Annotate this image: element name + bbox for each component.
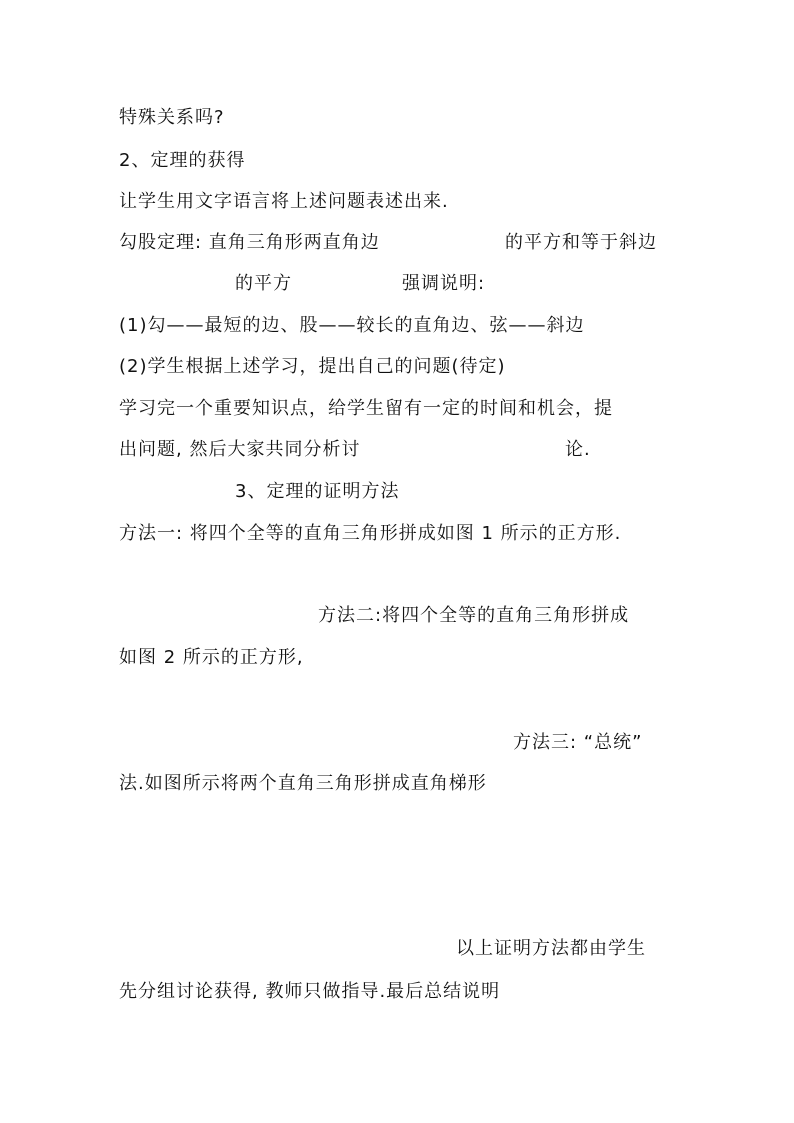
text-line-method-three: 方法三: “总统” [513, 732, 643, 753]
text-line-method-two-cont: 如图 2 所示的正方形, [119, 647, 304, 668]
text-line-special-relation: 特殊关系吗? [119, 107, 225, 128]
text-line-state-in-words: 让学生用文字语言将上述问题表述出来. [119, 191, 449, 212]
text-line-after-learning: 学习完一个重要知识点，给学生留有一定的时间和机会，提 [119, 398, 613, 419]
text-line-theorem-part3: 的平方 [235, 273, 292, 294]
text-line-theorem-part2: 的平方和等于斜边 [505, 232, 657, 253]
text-line-emphasis: 强调说明: [402, 273, 486, 294]
text-line-theorem-part1: 勾股定理: 直角三角形两直角边 [119, 232, 380, 253]
text-line-method-one: 方法一: 将四个全等的直角三角形拼成如图 1 所示的正方形. [119, 523, 622, 544]
text-line-method-three-cont: 法.如图所示将两个直角三角形拼成直角梯形 [119, 773, 487, 794]
heading-proof-methods: 3、定理的证明方法 [235, 481, 400, 502]
text-line-method-two: 方法二:将四个全等的直角三角形拼成 [318, 605, 630, 626]
text-line-summary-part2: 先分组讨论获得, 教师只做指导.最后总结说明 [119, 981, 501, 1002]
text-line-student-questions: (2)学生根据上述学习，提出自己的问题(待定) [119, 356, 506, 377]
text-line-definitions: (1)勾——最短的边、股——较长的直角边、弦——斜边 [119, 315, 585, 336]
text-line-discuss-part2: 论. [565, 439, 591, 460]
text-line-summary-part1: 以上证明方法都由学生 [456, 938, 646, 959]
text-line-discuss-part1: 出问题, 然后大家共同分析讨 [119, 439, 361, 460]
heading-theorem-obtaining: 2、定理的获得 [119, 150, 246, 171]
